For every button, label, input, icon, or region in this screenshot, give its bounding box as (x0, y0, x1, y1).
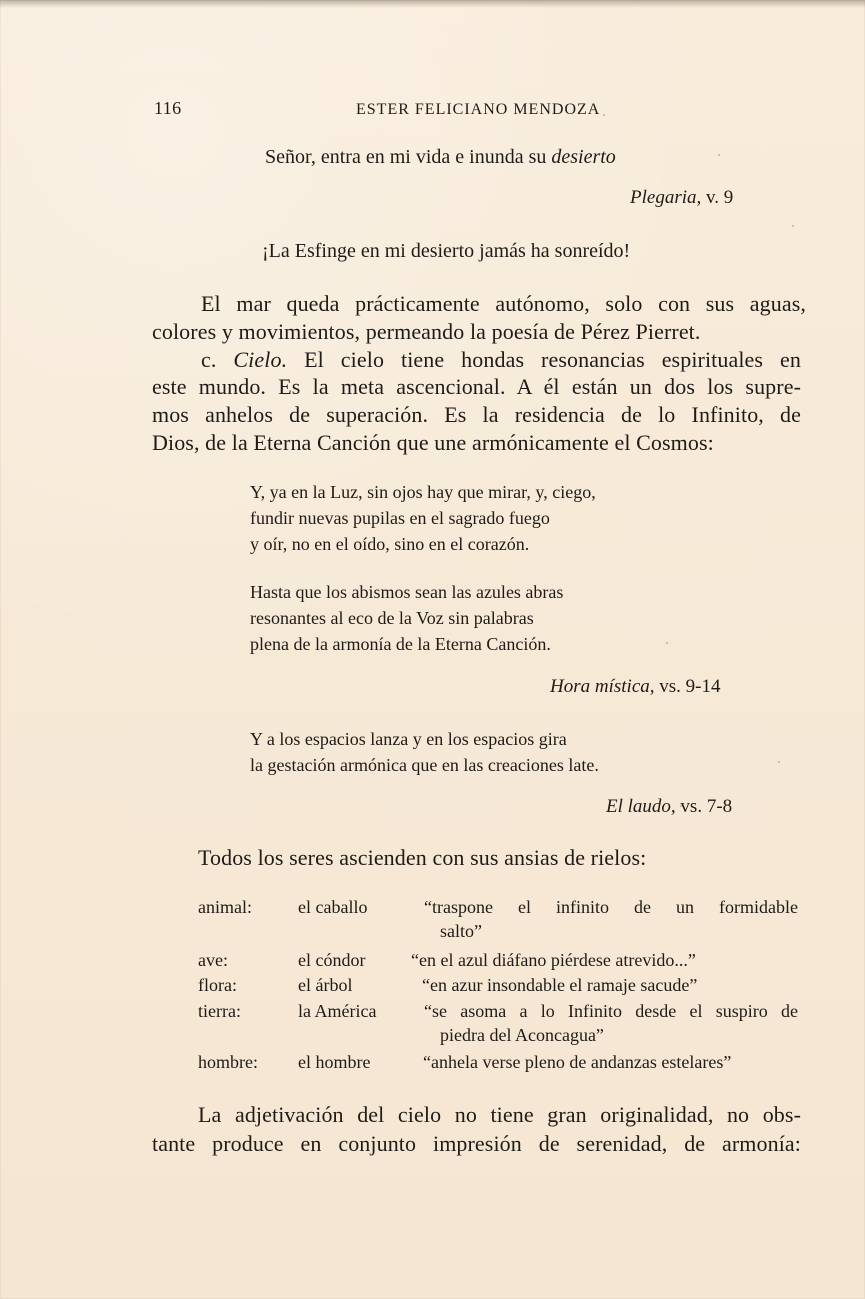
paper-speckle (718, 154, 720, 156)
table-quote-line: “se asoma a lo Infinito desde el suspiro de (424, 1001, 798, 1021)
table-subject-cell: el hombre (298, 1052, 371, 1072)
poem-2-line-2: la gestación armónica que en las creaciones late. (250, 755, 599, 775)
poem-1-citation (550, 677, 720, 696)
poem-1-stanza-2-line-3: plena de la armonía de la Eterna Canción. (250, 634, 551, 654)
table-quote-line: “anhela verse pleno de andanzas estelares” (423, 1052, 732, 1072)
paper-speckle (603, 114, 605, 116)
intro-citation-verse: v. 9 (701, 187, 734, 208)
paragraph-3-line-1: La adjetivación del cielo no tiene gran originalidad, no obs- (198, 1102, 801, 1127)
paragraph-2-line-1-rest: El cielo tiene hondas resonancias espirituales en (287, 347, 801, 372)
paragraph-2-line-1 (201, 349, 801, 371)
page-top-edge (0, 0, 865, 8)
poem-1-stanza-1-line-3: y oír, no en el oído, sino en el corazón. (250, 534, 530, 554)
poem-2-citation-title: El laudo, (606, 796, 676, 817)
paragraph-3-line-2: tante produce en conjunto impresión de serenidad, de armonía: (152, 1131, 801, 1156)
paragraph-2-line-1-italic: Cielo. (233, 347, 288, 372)
poem-1-stanza-2-line-1: Hasta que los abismos sean las azules abras (250, 582, 564, 602)
paper-speckle (792, 225, 794, 227)
transition-line: Todos los seres ascienden con sus ansias de rielos: (198, 845, 647, 870)
paper-speckle (680, 805, 682, 807)
running-header-author: ESTER FELICIANO MENDOZA (356, 101, 601, 118)
paragraph-2-line-3: mos anhelos de superación. Es la residencia de lo Infinito, de (152, 402, 801, 427)
poem-2-citation (606, 797, 732, 816)
table-category-cell: tierra: (198, 1001, 241, 1021)
paper-speckle (666, 642, 668, 644)
table-quote-line: “traspone el infinito de un formidable (424, 897, 798, 917)
poem-2-line-1: Y a los espacios lanza y en los espacios gira (250, 729, 567, 749)
intro-quote-line-2: ¡La Esfinge en mi desierto jamás ha sonreído! (262, 240, 631, 262)
table-quote-line: “en el azul diáfano piérdese atrevido...” (411, 950, 696, 970)
intro-citation (630, 188, 733, 207)
table-subject-cell: la América (298, 1001, 377, 1021)
paragraph-2-line-2: este mundo. Es la meta ascencional. A él están un dos los supre- (152, 374, 801, 399)
paper-speckle (778, 761, 780, 763)
table-category-cell: flora: (198, 975, 237, 995)
poem-1-stanza-1-line-1: Y, ya en la Luz, sin ojos hay que mirar, y, ciego, (250, 482, 596, 502)
poem-1-stanza-2-line-2: resonantes al eco de la Voz sin palabras (250, 608, 534, 628)
table-quote-line: salto” (440, 921, 482, 941)
table-subject-cell: el cóndor (298, 950, 366, 970)
poem-1-citation-verses: vs. 9-14 (654, 676, 721, 697)
table-category-cell: ave: (198, 950, 228, 970)
paragraph-1-line-1: El mar queda prácticamente autónomo, solo con sus aguas, (201, 291, 806, 316)
poem-1-stanza-1-line-2: fundir nuevas pupilas en el sagrado fuego (250, 508, 550, 528)
table-category-cell: animal: (198, 897, 252, 917)
intro-quote-line-1-prefix: Señor, entra en mi vida e inunda su (265, 146, 552, 168)
table-quote-line: piedra del Aconcagua” (440, 1025, 604, 1045)
paragraph-1-line-2: colores y movimientos, permeando la poesía de Pérez Pierret. (152, 319, 701, 344)
paragraph-2-line-1-prefix: c. (201, 347, 234, 372)
paragraph-2-line-4: Dios, de la Eterna Canción que une armónicamente el Cosmos: (152, 430, 714, 455)
intro-quote-line-1 (265, 147, 616, 167)
table-quote-line: “en azur insondable el ramaje sacude” (422, 975, 698, 995)
intro-citation-title: Plegaria, (630, 187, 702, 208)
page-number: 116 (154, 98, 182, 118)
table-category-cell: hombre: (198, 1052, 258, 1072)
intro-quote-line-1-italic: desierto (551, 146, 616, 168)
poem-1-citation-title: Hora mística, (550, 676, 655, 697)
table-subject-cell: el caballo (298, 897, 368, 917)
table-subject-cell: el árbol (298, 975, 353, 995)
poem-2-citation-verses: vs. 7-8 (675, 796, 733, 817)
